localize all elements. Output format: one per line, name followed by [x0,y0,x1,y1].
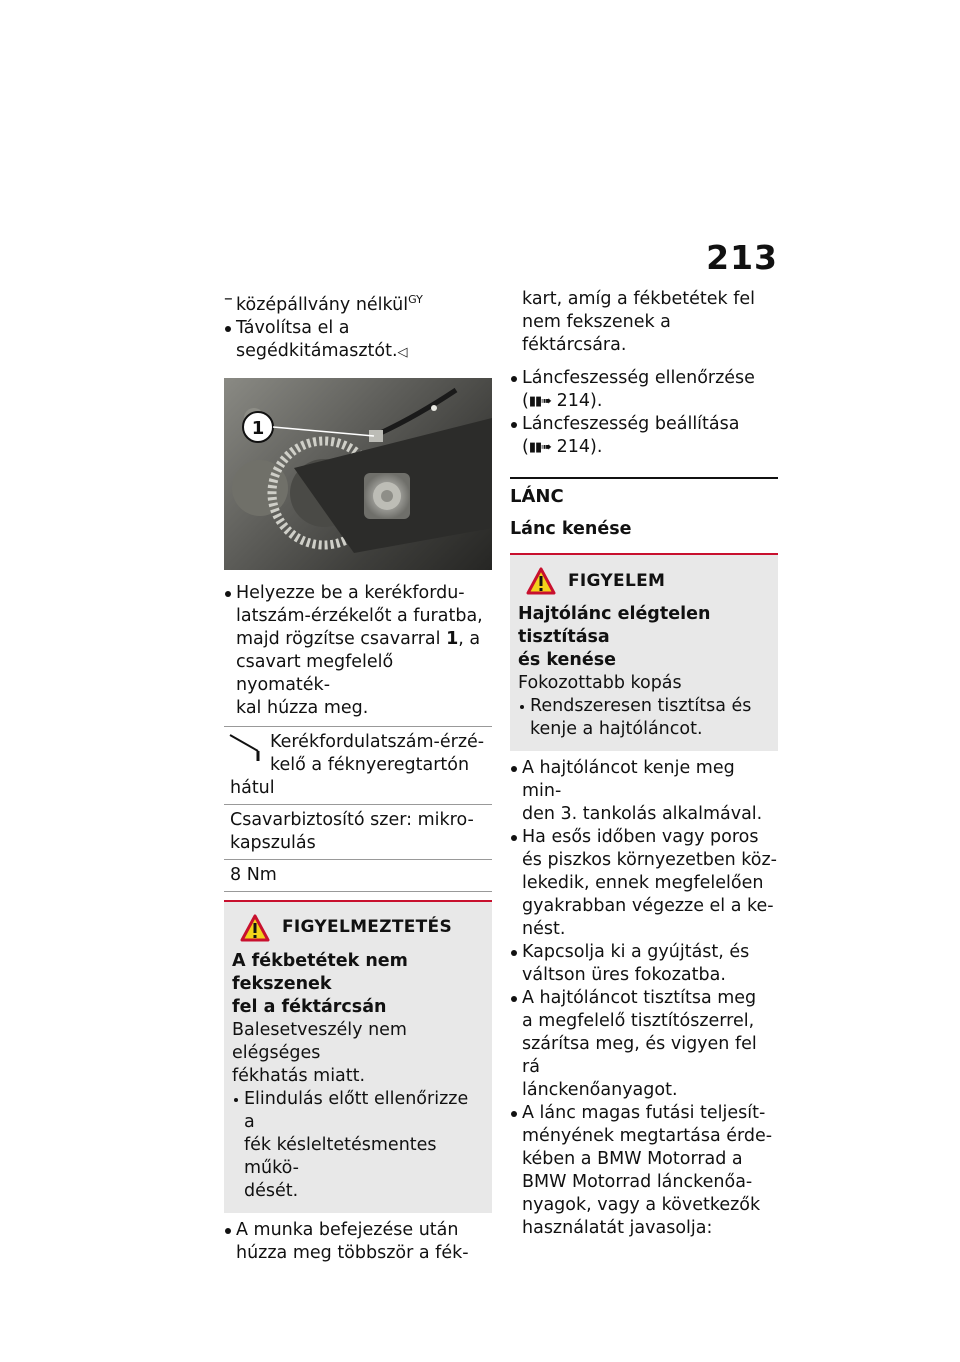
torque-value: 8 Nm [230,864,277,885]
caution-body-line-1: Fokozottabb kopás [518,673,682,693]
warning-body-line-2: fékhatás miatt. [232,1065,366,1086]
recommend-line-2: ményének megtartása érde- [522,1126,773,1146]
clean-line-2: a megfelelő tisztítószerrel, [522,1011,755,1031]
rain-conditions-step [510,826,778,941]
ignition-line-1: Kapcsolja ki a gyújtást, és [522,942,750,962]
recommend-line-5: nyagok, vagy a következők [522,1195,761,1215]
lube-interval-step [510,757,778,826]
finish-step [224,1219,492,1265]
warning-triangle-icon [240,914,270,942]
rain-line-2: és piszkos környezetben köz- [522,850,777,870]
caution-heading-line-2: és kenése [518,650,617,670]
torque-item-line-2: kelő a féknyeregtartón [270,754,470,775]
section-divider [510,477,778,541]
dash-mark: – [224,289,233,309]
wheel-sensor-illustration [224,378,492,570]
section-subtitle: Lánc kenése [510,519,632,539]
sensor-line-2: latszám-érzékelőt a furatba, [236,605,483,626]
sensor-line-5: kal húzza meg. [236,697,369,718]
dash-superscript: GY [408,293,423,306]
clean-chain-step [510,987,778,1102]
warning-bullet [232,1088,484,1203]
page-ref-arrow-icon: ▮▮➠ [528,440,552,455]
torque-row-item [224,727,492,805]
clean-line-3: szárítsa meg, és vigyen fel rá [522,1034,757,1077]
torque-item-line-3: hátul [230,777,275,798]
bullet-dot [510,413,522,459]
recommend-line-1: A lánc magas futási teljesít- [522,1103,766,1123]
torque-table [224,726,492,892]
adjust-ref-link[interactable]: (▮▮➠ 214). [522,437,603,457]
warning-title: FIGYELMEZTETÉS [282,917,452,938]
end-mark-icon: ◁ [397,344,408,360]
remove-support-step [224,317,492,364]
torque-locking-line-1: Csavarbiztosító szer: mikro- [230,809,474,830]
finish-line-2: húzza meg többször a fék- [236,1242,469,1263]
torque-row-value [224,860,492,892]
bullet-dot [510,941,522,987]
left-column [224,288,492,1265]
bullet-dot [232,1088,244,1203]
rain-line-4: gyakrabban végezze el a ke- [522,896,774,916]
caution-header [518,567,770,595]
bullet-dot [510,987,522,1102]
rain-line-5: nést. [522,919,566,939]
bullet-dot [224,1219,236,1265]
check-tension-step [510,367,778,413]
insert-sensor-step [224,582,492,720]
page-number: 213 [706,238,778,277]
caution-bullet [518,695,770,741]
warning-heading-line-2: fel a féktárcsán [232,996,387,1017]
warning-heading-line-1: A fékbetétek nem fekszenek [232,950,408,994]
remove-support-line-1: Távolítsa el a [236,317,350,338]
finish-cont-line-1: kart, amíg a fékbetétek fel [522,289,756,309]
dash-item-text: középállvány nélkül$^{GY}$ [236,293,423,315]
torque-row-locking [224,805,492,860]
wrench-icon [226,731,266,763]
ignition-off-step [510,941,778,987]
ignition-line-2: váltson üres fokozatba. [522,965,726,985]
warning-header [232,914,484,942]
recommend-line-4: BMW Motorrad lánckenőa- [522,1172,753,1192]
caution-bullet-line-2: kenje a hajtóláncot. [530,719,703,739]
warning-box [224,900,492,1213]
recommend-lube-step [510,1102,778,1240]
check-line-1: Láncfeszesség ellenőrzése [522,368,755,388]
clean-line-4: lánckenőanyagot. [522,1080,678,1100]
warning-bullet-line-1: Elindulás előtt ellenőrizze a [244,1088,469,1132]
caution-triangle-icon [526,567,556,595]
adjust-line-1: Láncfeszesség beállítása [522,414,740,434]
bullet-dot [510,757,522,826]
adjust-tension-step [510,413,778,459]
warning-body-line-1: Balesetveszély nem elégséges [232,1019,407,1063]
rain-line-1: Ha esős időben vagy poros [522,827,759,847]
sensor-line-1: Helyezze be a kerékfordu- [236,582,465,603]
caution-bullet-line-1: Rendszeresen tisztítsa és [530,696,752,716]
torque-item-line-1: Kerékfordulatszám-érzé- [270,731,485,752]
finish-cont-line-2: nem fekszenek a féktárcsára. [522,312,671,355]
bullet-dot [510,826,522,941]
warning-bullet-line-3: dését. [244,1180,299,1201]
caution-title: FIGYELEM [568,570,666,591]
bullet-dot [224,582,236,720]
caution-heading-line-1: Hajtólánc elégtelen tisztítása [518,604,711,647]
bullet-dot [518,695,530,741]
finish-line-1: A munka befejezése után [236,1219,459,1240]
torque-locking-line-2: kapszulás [230,832,316,853]
photo-callout-label: 1 [251,417,265,439]
lube-interval-line-1: A hajtóláncot kenje meg min- [522,758,735,801]
lube-interval-line-2: den 3. tankolás alkalmával. [522,804,763,824]
warning-bullet-line-2: fék késleltetésmentes műkö- [244,1134,437,1178]
sensor-line-4: csavart megfelelő nyomaték- [236,651,394,695]
section-title: LÁNC [510,486,564,507]
bullet-dot [510,367,522,413]
recommend-line-3: kében a BMW Motorrad a [522,1149,743,1169]
caution-box [510,553,778,751]
right-column [510,288,778,1240]
bullet-dot [224,317,236,364]
recommend-line-6: használatát javasolja: [522,1218,713,1238]
dash-item [224,288,492,317]
remove-support-line-2: segédkitámasztót.◁ [236,340,408,361]
page-ref-arrow-icon: ▮▮➠ [528,394,552,409]
sensor-ref-number: 1 [446,628,459,649]
check-ref-link[interactable]: (▮▮➠ 214). [522,391,603,411]
wheel-sensor-photo [224,378,492,570]
sensor-line-3: majd rögzítse csavarral 1, a [236,628,481,649]
clean-line-1: A hajtóláncot tisztítsa meg [522,988,757,1008]
bullet-dot [510,1102,522,1240]
rain-line-3: lekedik, ennek megfelelően [522,873,764,893]
